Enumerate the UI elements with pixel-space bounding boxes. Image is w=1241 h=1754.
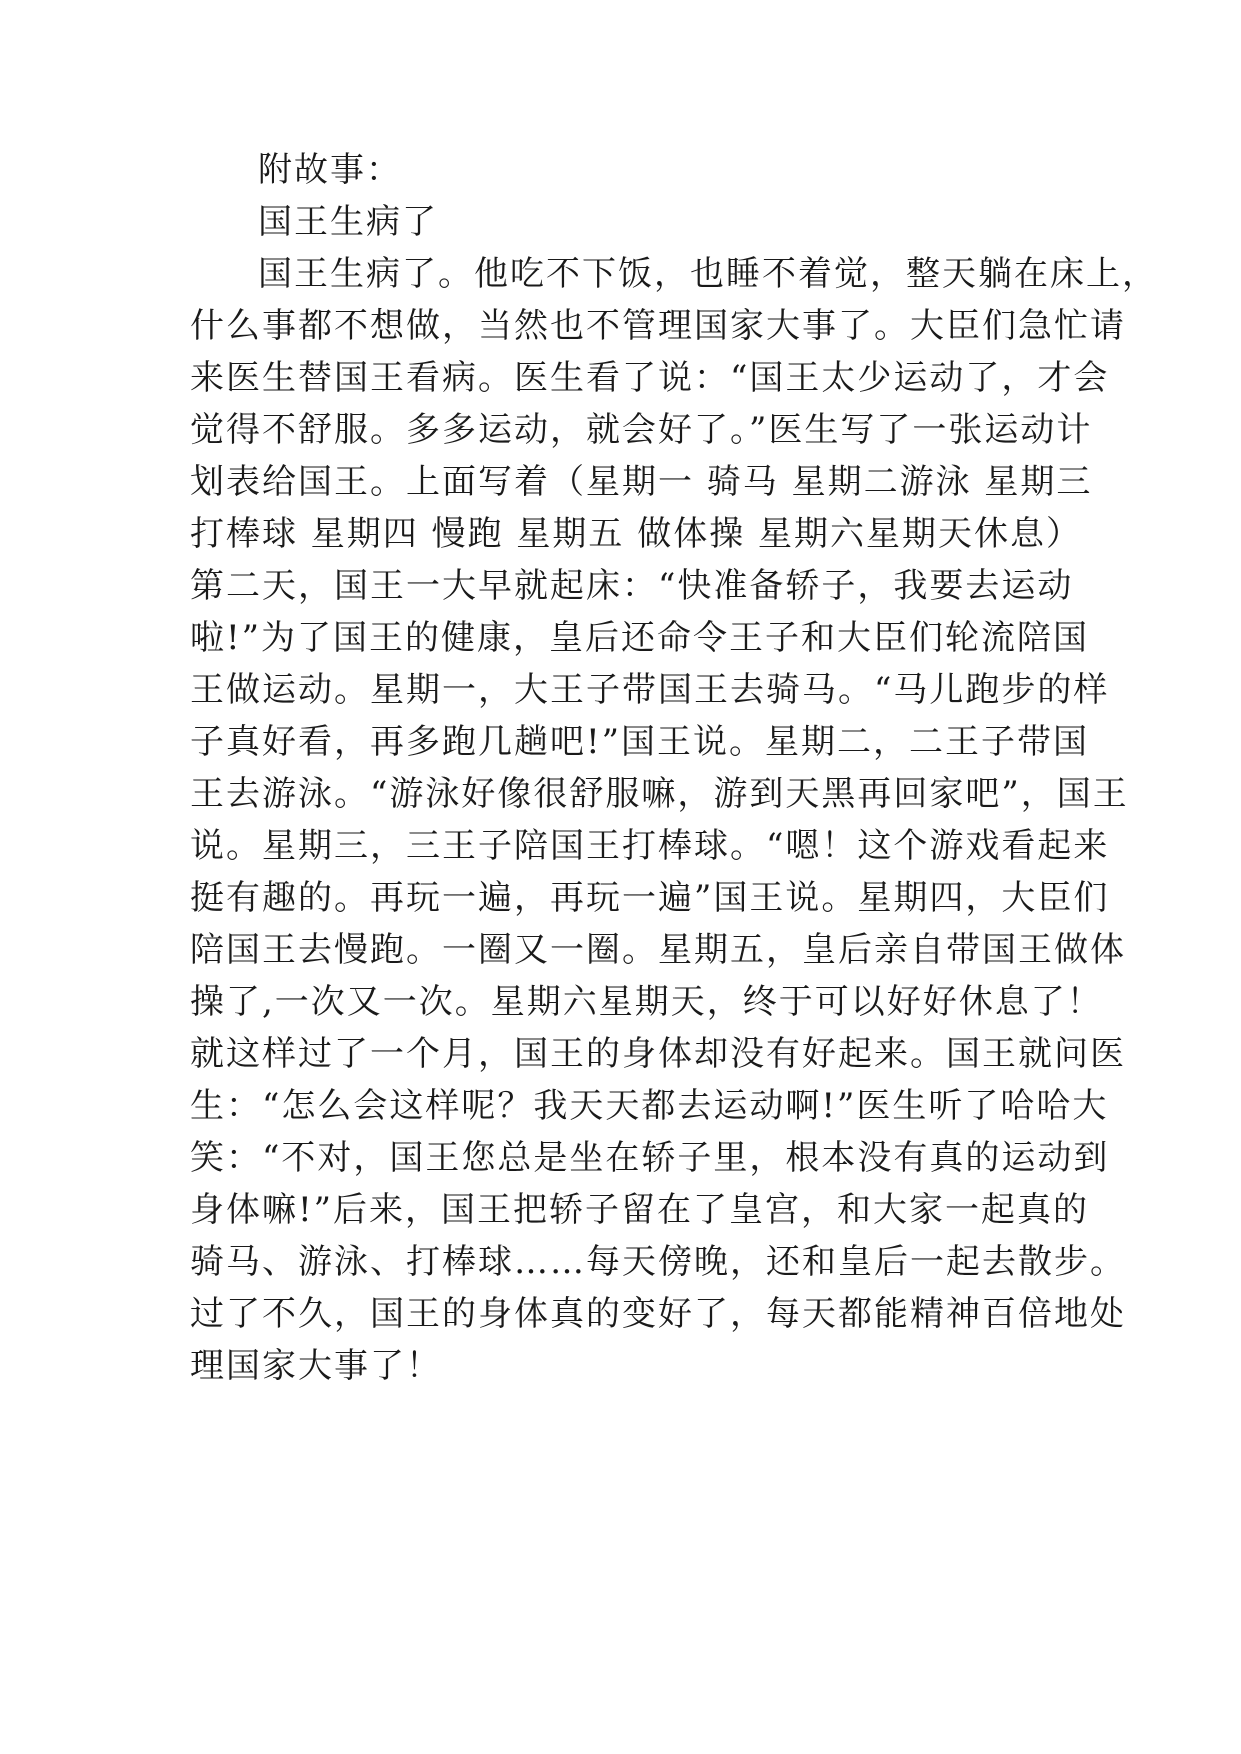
- story-line: 生：“怎么会这样呢？我天天都去运动啊!”医生听了哈哈大: [190, 1086, 1109, 1126]
- story-line: 子真好看，再多跑几趟吧!”国王说。星期二，二王子带国: [190, 722, 1090, 762]
- story-line: 国王生病了。他吃不下饭，也睡不着觉，整天躺在床上，: [258, 254, 1158, 294]
- story-line: 过了不久，国王的身体真的变好了，每天都能精神百倍地处: [190, 1294, 1126, 1334]
- story-line: 王做运动。星期一，大王子带国王去骑马。“马儿跑步的样: [190, 670, 1110, 710]
- story-line: 觉得不舒服。多多运动，就会好了。”医生写了一张运动计: [190, 410, 1093, 450]
- appendix-heading: 附故事：: [258, 150, 402, 190]
- story-line: 陪国王去慢跑。一圈又一圈。星期五，皇后亲自带国王做体: [190, 930, 1126, 970]
- story-line: 身体嘛!”后来，国王把轿子留在了皇宫，和大家一起真的: [190, 1190, 1090, 1230]
- story-line: 操了,一次又一次。星期六星期天，终于可以好好休息了！: [190, 982, 1103, 1022]
- story-line: 笑：“不对，国王您总是坐在轿子里，根本没有真的运动到: [190, 1138, 1110, 1178]
- story-title: 国王生病了: [258, 202, 438, 242]
- story-line: 骑马、游泳、打棒球……每天傍晚，还和皇后一起去散步。: [190, 1242, 1126, 1282]
- story-line: 啦!”为了国王的健康，皇后还命令王子和大臣们轮流陪国: [190, 618, 1090, 658]
- story-line: 王去游泳。“游泳好像很舒服嘛，游到天黑再回家吧”，国王: [190, 774, 1129, 814]
- story-line: 挺有趣的。再玩一遍，再玩一遍”国王说。星期四，大臣们: [190, 878, 1110, 918]
- story-line: 理国家大事了！: [190, 1346, 442, 1386]
- story-line: 打棒球 星期四 慢跑 星期五 做体操 星期六星期天休息）: [190, 514, 1083, 554]
- story-line: 就这样过了一个月，国王的身体却没有好起来。国王就问医: [190, 1034, 1126, 1074]
- story-line: 来医生替国王看病。医生看了说：“国王太少运动了，才会: [190, 358, 1110, 398]
- story-line: 什么事都不想做，当然也不管理国家大事了。大臣们急忙请: [190, 306, 1126, 346]
- story-line: 第二天，国王一大早就起床：“快准备轿子，我要去运动: [190, 566, 1074, 606]
- story-line: 说。星期三，三王子陪国王打棒球。“嗯！这个游戏看起来: [190, 826, 1110, 866]
- story-line: 划表给国王。上面写着（星期一 骑马 星期二游泳 星期三: [190, 462, 1093, 502]
